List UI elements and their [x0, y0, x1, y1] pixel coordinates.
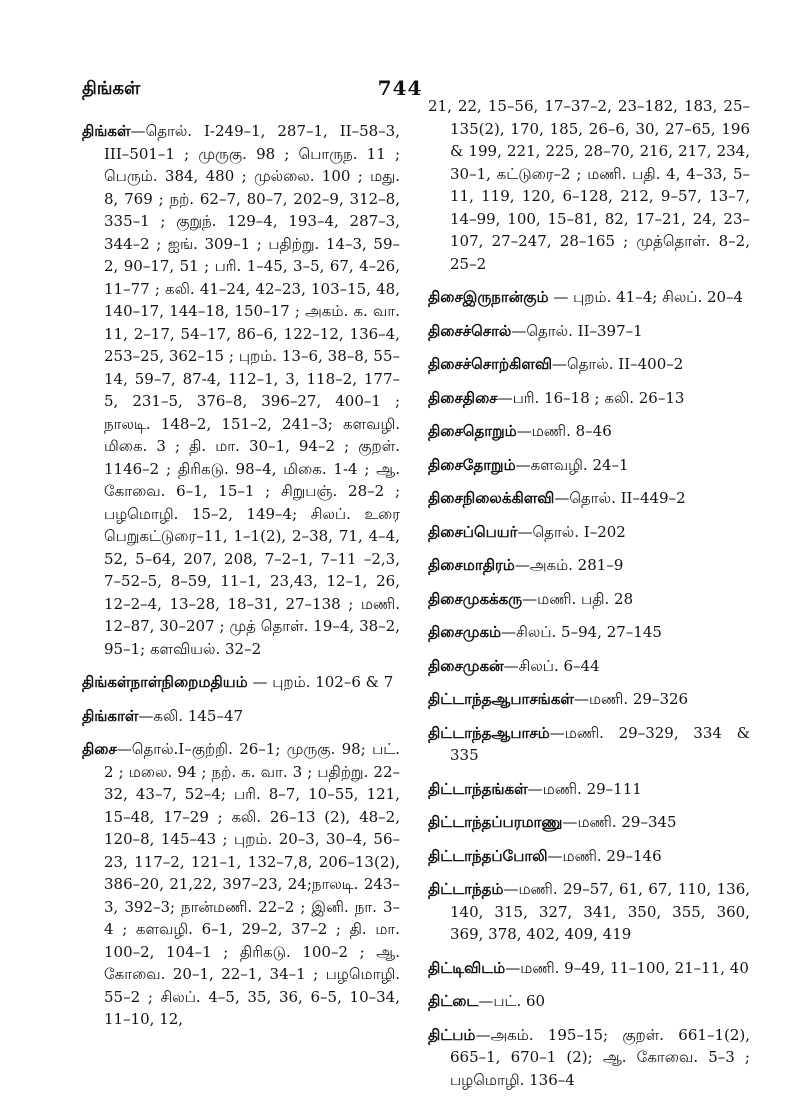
- entry-references: — புறம். 102–6 & 7: [247, 673, 394, 691]
- index-entry: [82, 120, 400, 660]
- right-column: [428, 95, 750, 1102]
- entry-headword: திசைப்பெயர்: [428, 522, 518, 541]
- running-header-word: திங்கள்: [82, 78, 141, 99]
- index-entry: [428, 487, 750, 510]
- entry-references: —மணி. 29–326: [573, 690, 689, 708]
- entry-headword: திசைச்சொற்கிளவி: [428, 355, 553, 373]
- index-entry: [428, 1024, 750, 1092]
- entry-references: —மணி. பதி. 28: [522, 589, 634, 608]
- entry-references: 21, 22, 15–56, 17–37–2, 23–182, 183, 25–135(2), 170, 185, 26–6, 30, 27–65, 196 & 199, 221, 225, 28–70, 216, 217, 234, 30–1, கட்டுரை–2 ; மணி. பதி. 4, 4–33, 5–11, 119, 120, 6–128, 212, 9–57, 13–7, 14–99, 100, 15–81, 82, 17–21, 24, 23–107, 27–247, 28–165 ; முத்தொள். 8–2, 25–2: [428, 97, 750, 273]
- entry-headword: திங்கள்: [82, 122, 131, 140]
- entry-references: —தொல்.I–குற்றி. 26–1; முருகு. 98; பட். 2 ; மலை. 94 ; நற். க. வா. 3 ; பதிற்று. 22–32, 43–7, 52–4; பரி. 8–7, 10–55, 121, 15–48, 17–29 ; கலி. 26–13 (2), 48–2, 120–8, 145–43 ; புறம். 20–3, 30–4, 56–23, 117–2, 121–1, 132–7,8, 206–13(2), 386–20, 21,22, 397–23, 24;நாலடி. 243–3, 392–3; நான்மணி. 22–2 ; இனி. நா. 3–4 ; களவழி. 6–1, 29–2, 37–2 ; தி. மா. 100–2, 104–1 ; திரிகடு. 100–2 ; ஆ. கோவை. 20–1, 22–1, 34–1 ; பழமொழி. 55–2 ; சிலப். 4–5, 35, 36, 6–5, 10–34, 11–10, 12,: [104, 740, 400, 1028]
- entry-headword: திட்டாந்தஆபாசம்: [428, 723, 550, 742]
- entry-references: —அகம். 195–15; குறள். 661–1(2), 665–1, 670–1 (2); ஆ. கோவை. 5–3 ; பழமொழி. 136–4: [450, 1025, 750, 1089]
- entry-references: —பரி. 16–18 ; கலி. 26–13: [497, 388, 685, 407]
- entry-references: —மணி. 29–146: [547, 846, 662, 865]
- entry-headword: திங்கள்நாள்நிறைமதியம்: [82, 673, 248, 691]
- entry-headword: திசைமாதிரம்: [428, 556, 515, 574]
- entry-headword: திட்டாந்தம்: [428, 880, 504, 898]
- entry-headword: திசைஇருநான்கும்: [428, 288, 549, 306]
- index-entry: [428, 286, 750, 309]
- entry-headword: திசைமுகன்: [428, 656, 504, 675]
- entry-headword: திசைநிலைக்கிளவி: [428, 489, 555, 507]
- entry-references: —மணி. 29–57, 61, 67, 110, 136, 140, 315, 327, 341, 350, 355, 360, 369, 378, 402, 409, 419: [450, 880, 750, 943]
- index-entry: [428, 420, 750, 443]
- index-entry: [428, 387, 750, 410]
- entry-references: —மணி. 8–46: [516, 422, 612, 440]
- entry-headword: திட்டாந்தஆபாசங்கள்: [428, 690, 574, 708]
- entry-references: —மணி. 29–329, 334 & 335: [450, 723, 750, 764]
- entry-headword: திசைமுகம்: [428, 623, 502, 641]
- entry-references: —அகம். 281–9: [514, 556, 624, 574]
- entry-references: —தொல். I-249–1, 287–1, II–58–3, III–501–1 ; முருகு. 98 ; பொருந. 11 ; பெரும். 384, 480 ; முல்லை. 100 ; மது. 8, 769 ; நற். 62–7, 80–7, 202–9, 312–8, 335–1 ; குறுந். 129–4, 193–4, 287–3, 344–2 ; ஐங். 309–1 ; பதிற்று. 14–3, 59–2, 90–17, 51 ; பரி. 1–45, 3–5, 67, 4–26, 11–77 ; கலி. 41–24, 42–23, 103–15, 48, 140–17, 144–18, 150–17 ; அகம். க. வா. 11, 2–17, 54–17, 86–6, 122–12, 136–4, 253–25, 362–15 ; புறம். 13–6, 38–8, 55–14, 59–7, 87-4, 112–1, 3, 118–2, 177–5, 231–5, 376–8, 396–27, 400–1 ; நாலடி. 148–2, 151–2, 241–3; களவழி. மிகை. 3 ; தி. மா. 30–1, 94–2 ; குறள். 1146–2 ; திரிகடு. 98–4, மிகை. 1-4 ; ஆ. கோவை. 6–1, 15–1 ; சிறுபஞ். 28–2 ; பழமொழி. 15–2, 149–4; சிலப். உரை பெறுகட்டுரை–11, 1–1(2), 2–38, 71, 4–4, 52, 5–64, 207, 208, 7–2–1, 7–11 –2,3, 7–52–5, 8–59, 11–1, 23,43, 12–1, 26, 12–2–4, 13–28, 18–31, 27–138 ; மணி. 12–87, 30–207 ; முத் தொள். 19–4, 38–2, 95–1; களவியல். 32–2: [104, 122, 400, 658]
- entry-headword: திசை: [82, 740, 117, 758]
- entry-headword: திட்டாந்தப்போலி: [428, 846, 548, 865]
- entry-headword: திசைதொறும்: [428, 422, 517, 440]
- entry-references: —மணி. 9–49, 11–100, 21–11, 40: [505, 958, 749, 977]
- left-column: [82, 120, 400, 1042]
- entry-references: —தொல். I–202: [517, 522, 626, 541]
- entry-headword: திசைதிசை: [428, 388, 498, 407]
- entry-references: —மணி. 29–111: [527, 779, 642, 798]
- page-number: 744: [377, 76, 423, 100]
- entry-references: —தொல். II–449–2: [554, 489, 686, 507]
- index-entry: [428, 621, 750, 644]
- entry-headword: திங்காள்: [82, 706, 139, 725]
- index-entry: [428, 655, 750, 678]
- entry-headword: திசைச்சொல்: [428, 321, 512, 340]
- entry-references: —தொல். II–397–1: [511, 321, 643, 340]
- index-entry: [428, 95, 750, 275]
- index-entry: [428, 320, 750, 343]
- index-entry: [82, 671, 400, 694]
- entry-references: —பட். 60: [478, 992, 546, 1010]
- entry-headword: திட்டிவிடம்: [428, 958, 506, 977]
- index-entry: [428, 353, 750, 376]
- index-entry: [428, 811, 750, 834]
- entry-references: — புறம். 41–4; சிலப். 20–4: [548, 288, 744, 306]
- entry-references: —சிலப். 6–44: [503, 656, 600, 675]
- entry-headword: திசைமுகக்கரு: [428, 589, 523, 608]
- index-entry: [428, 990, 750, 1013]
- index-entry: [428, 722, 750, 767]
- entry-references: —களவழி. 24–1: [515, 455, 629, 474]
- entry-headword: திசைதோறும்: [428, 455, 516, 474]
- index-entry: [428, 957, 750, 980]
- index-entry: [428, 778, 750, 801]
- entry-references: —சிலப். 5–94, 27–145: [501, 623, 662, 641]
- entry-references: —தொல். II–400–2: [552, 355, 684, 373]
- entry-references: —கலி. 145–47: [138, 706, 244, 725]
- index-entry: [428, 588, 750, 611]
- index-entry: [428, 521, 750, 544]
- entry-headword: திட்டாந்தப்பரமாணு: [428, 813, 563, 831]
- index-entry: [428, 878, 750, 946]
- index-entry: [82, 705, 400, 728]
- index-entry: [428, 688, 750, 711]
- index-entry: [428, 845, 750, 868]
- index-entry: [428, 454, 750, 477]
- entry-headword: திட்டை: [428, 992, 479, 1010]
- entry-headword: திட்பம்: [428, 1025, 476, 1044]
- index-entry: [82, 738, 400, 1031]
- entry-references: —மணி. 29–345: [562, 813, 677, 831]
- index-entry: [428, 554, 750, 577]
- entry-headword: திட்டாந்தங்கள்: [428, 779, 528, 798]
